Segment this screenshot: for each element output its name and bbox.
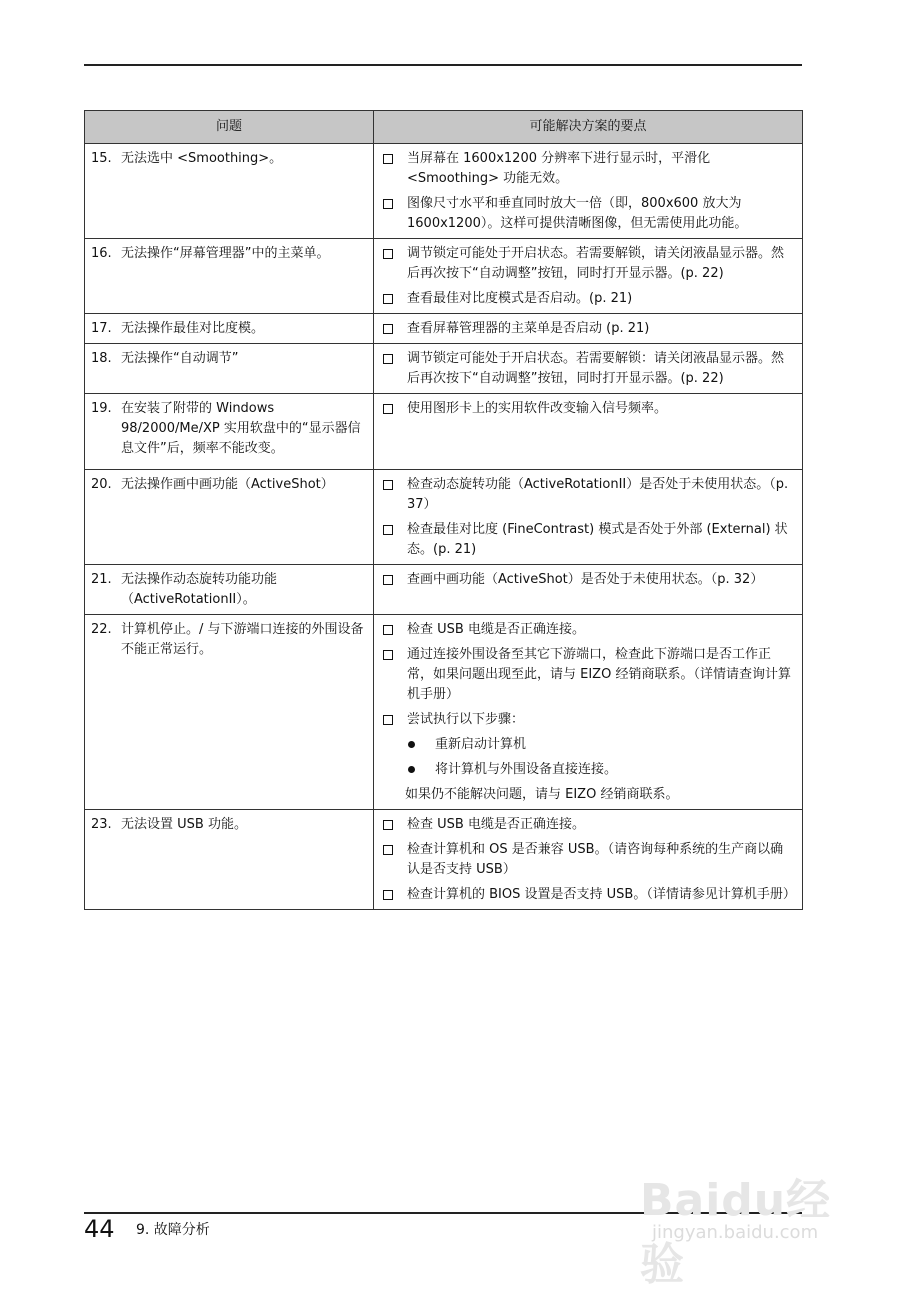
problem-cell (85, 394, 374, 470)
solution-item (380, 885, 796, 905)
solution-text: 通过连接外围设备至其它下游端口，检查此下游端口是否工作正常，如果问题出现至此，请与 EIZO 经销商联系。（详情请查询计算机手册） (407, 647, 791, 702)
solution-text: 查看屏幕管理器的主菜单是否启动 (p. 21) (407, 321, 650, 336)
table-row (85, 239, 803, 314)
problem-text: 在安装了附带的 Windows 98/2000/Me/XP 实用软盘中的“显示器信息文件”后，频率不能改变。 (121, 401, 361, 456)
solution-text: 尝试执行以下步骤： (407, 712, 525, 727)
solution-item (380, 244, 796, 284)
solution-item (380, 349, 796, 389)
solution-item (380, 149, 796, 189)
checkbox-icon (383, 404, 393, 414)
solution-cell (374, 810, 803, 910)
problem-text: 计算机停止。/ 与下游端口连接的外围设备不能正常运行。 (121, 622, 364, 657)
problem-cell (85, 239, 374, 314)
problem-text: 无法操作画中画功能（ActiveShot） (121, 477, 334, 492)
solution-item (380, 520, 796, 560)
problem-cell (85, 810, 374, 910)
problem-number: 15. (91, 151, 112, 166)
solution-cell (374, 470, 803, 565)
step-text: 将计算机与外围设备直接连接。 (435, 762, 618, 777)
watermark-url: jingyan.baidu.com (652, 1222, 819, 1243)
problem-number: 17. (91, 321, 112, 336)
solution-text: 检查计算机的 BIOS 设置是否支持 USB。（详情请参见计算机手册） (407, 887, 796, 902)
solution-cell (374, 615, 803, 810)
checkbox-icon (383, 249, 393, 259)
solution-item (380, 289, 796, 309)
problem-number: 21. (91, 572, 112, 587)
table-row (85, 615, 803, 810)
solution-text: 图像尺寸水平和垂直同时放大一倍（即，800x600 放大为 1600x1200）。这样可提供清晰图像，但无需使用此功能。 (407, 196, 748, 231)
problem-cell (85, 615, 374, 810)
problem-text: 无法操作最佳对比度模。 (121, 321, 265, 336)
problem-cell (85, 565, 374, 615)
top-rule (84, 64, 802, 66)
note-text: 如果仍不能解决问题，请与 EIZO 经销商联系。 (405, 787, 679, 802)
problem-number: 16. (91, 246, 112, 261)
problem-text: 无法选中 <Smoothing>。 (121, 151, 283, 166)
solution-item (380, 319, 796, 339)
chapter-title: 9. 故障分析 (136, 1222, 210, 1238)
solution-text: 调节锁定可能处于开启状态。若需要解锁：请关闭液晶显示器。然后再次按下“自动调整”按钮，同时打开显示器。(p. 22) (407, 351, 785, 386)
solution-cell (374, 239, 803, 314)
problem-text: 无法操作“自动调节” (121, 351, 239, 366)
table-row (85, 344, 803, 394)
problem-cell (85, 314, 374, 344)
checkbox-icon (383, 525, 393, 535)
step-text: 重新启动计算机 (435, 737, 527, 752)
solution-cell (374, 565, 803, 615)
problem-number: 18. (91, 351, 112, 366)
table-row (85, 144, 803, 239)
problem-text: 无法设置 USB 功能。 (121, 817, 247, 832)
checkbox-icon (383, 845, 393, 855)
solution-cell (374, 144, 803, 239)
problem-cell (85, 144, 374, 239)
checkbox-icon (383, 294, 393, 304)
table-row (85, 470, 803, 565)
watermark-logo: Baidu经验 (640, 1175, 832, 1290)
solution-text: 查画中画功能（ActiveShot）是否处于未使用状态。（p. 32） (407, 572, 764, 587)
step-item (380, 760, 796, 780)
solution-item (380, 399, 796, 419)
solution-item (380, 194, 796, 234)
solution-item (380, 475, 796, 515)
checkbox-icon (383, 199, 393, 209)
problem-number: 23. (91, 817, 112, 832)
solution-text: 检查计算机和 OS 是否兼容 USB。（请咨询每种系统的生产商以确认是否支持 USB） (407, 842, 784, 877)
solution-item (380, 645, 796, 705)
checkbox-icon (383, 154, 393, 164)
solution-text: 当屏幕在 1600x1200 分辨率下进行显示时，平滑化 <Smoothing> 功能无效。 (407, 151, 711, 186)
checkbox-icon (383, 625, 393, 635)
header-solution: 可能解决方案的要点 (374, 111, 803, 144)
problem-number: 20. (91, 477, 112, 492)
table-row (85, 565, 803, 615)
solution-item (380, 710, 796, 730)
checkbox-icon (383, 820, 393, 830)
solution-cell (374, 314, 803, 344)
table-row (85, 810, 803, 910)
troubleshooting-table (84, 110, 803, 910)
solution-item (380, 815, 796, 835)
solution-item (380, 840, 796, 880)
solution-text: 查看最佳对比度模式是否启动。(p. 21) (407, 291, 633, 306)
solution-note (380, 785, 796, 805)
problem-text: 无法操作动态旋转功能功能（ActiveRotationII）。 (121, 572, 278, 607)
solution-text: 检查 USB 电缆是否正确连接。 (407, 817, 585, 832)
solution-text: 检查最佳对比度 (FineContrast) 模式是否处于外部 (External) 状态。(p. 21) (407, 522, 788, 557)
checkbox-icon (383, 354, 393, 364)
solution-cell (374, 344, 803, 394)
solution-text: 使用图形卡上的实用软件改变输入信号频率。 (407, 401, 668, 416)
checkbox-icon (383, 890, 393, 900)
problem-cell (85, 344, 374, 394)
solution-item (380, 570, 796, 590)
checkbox-icon (383, 324, 393, 334)
checkbox-icon (383, 575, 393, 585)
page-number: 44 (84, 1215, 115, 1243)
table-row (85, 394, 803, 470)
solution-text: 检查 USB 电缆是否正确连接。 (407, 622, 585, 637)
step-item (380, 735, 796, 755)
solution-item (380, 620, 796, 640)
table-row (85, 314, 803, 344)
problem-cell (85, 470, 374, 565)
watermark (640, 1142, 870, 1290)
checkbox-icon (383, 650, 393, 660)
checkbox-icon (383, 480, 393, 490)
header-problem: 问题 (85, 111, 374, 144)
bullet-icon (408, 766, 415, 773)
problem-text: 无法操作“屏幕管理器”中的主菜单。 (121, 246, 330, 261)
table-header-row (85, 111, 803, 144)
problem-number: 22. (91, 622, 112, 637)
solution-text: 检查动态旋转功能（ActiveRotationII）是否处于未使用状态。（p. 37） (407, 477, 789, 512)
bullet-icon (408, 741, 415, 748)
checkbox-icon (383, 715, 393, 725)
solution-cell (374, 394, 803, 470)
problem-number: 19. (91, 401, 112, 416)
solution-text: 调节锁定可能处于开启状态。若需要解锁，请关闭液晶显示器。然后再次按下“自动调整”按钮，同时打开显示器。(p. 22) (407, 246, 785, 281)
